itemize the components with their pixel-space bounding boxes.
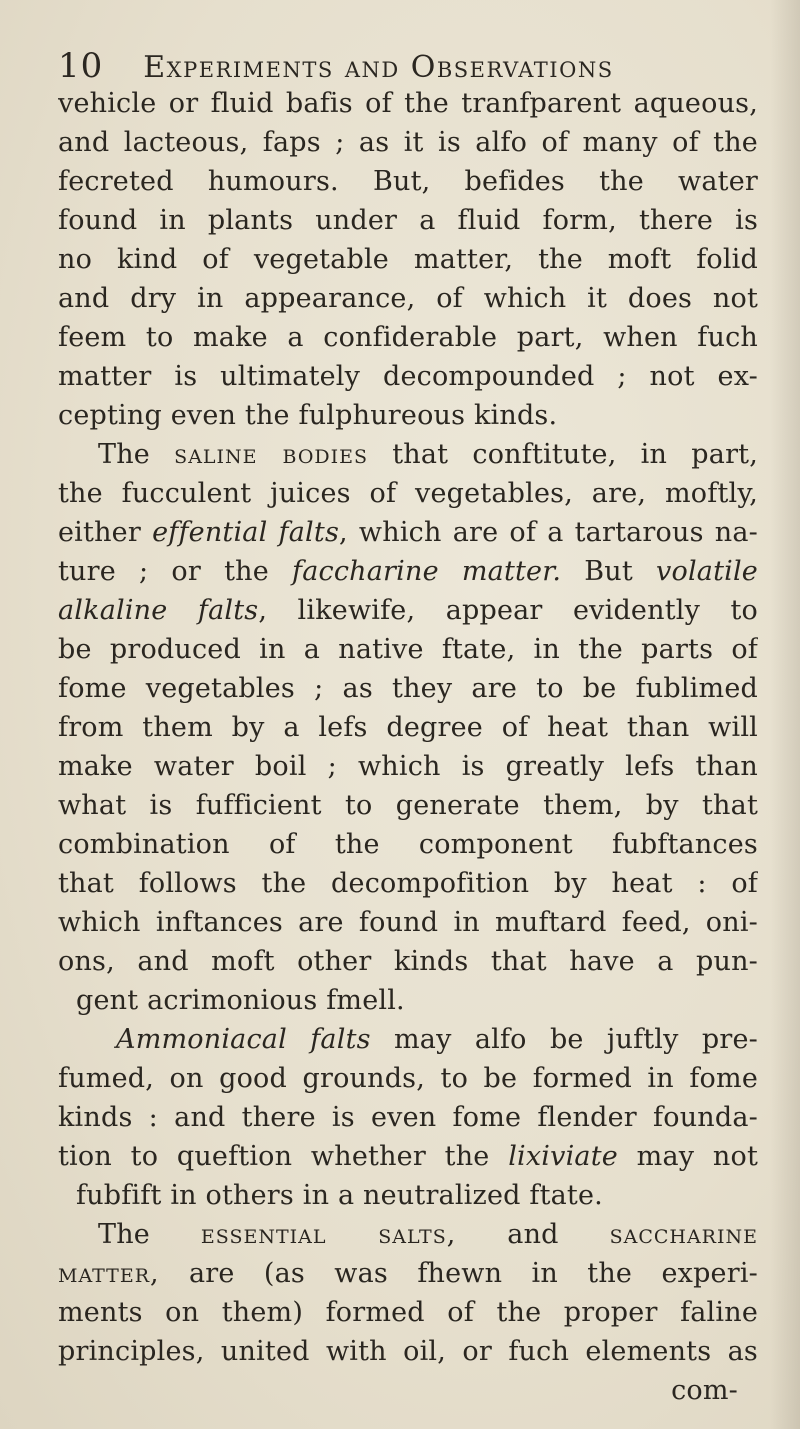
- text-line: [58, 669, 758, 708]
- body-text: [58, 84, 758, 1410]
- text-segment: gent acrimonious fmell.: [76, 985, 405, 1016]
- text-segment: fecreted humours. But, befides the water: [58, 166, 758, 197]
- text-segment: saline bodies: [174, 439, 369, 470]
- text-line: [58, 318, 758, 357]
- text-line: [58, 240, 758, 279]
- text-line: [58, 1059, 758, 1098]
- text-line: [58, 591, 758, 630]
- text-line: [58, 279, 758, 318]
- text-segment: saccharine: [609, 1219, 758, 1250]
- text-line: [58, 1098, 758, 1137]
- text-segment: that follows the decompofition by heat : of: [58, 868, 758, 899]
- text-segment: lixiviate: [508, 1141, 618, 1172]
- text-line: [58, 708, 758, 747]
- text-segment: kinds : and there is even fome flender founda-: [58, 1102, 758, 1133]
- text-segment: effential falts: [152, 517, 339, 548]
- text-line: [58, 1332, 758, 1371]
- text-segment: may not: [617, 1141, 758, 1172]
- text-line: [58, 162, 758, 201]
- text-segment: principles, united with oil, or fuch elements as: [58, 1336, 758, 1367]
- text-segment: the fucculent juices of vegetables, are, moftly,: [58, 478, 758, 509]
- text-line: [58, 357, 758, 396]
- text-segment: no kind of vegetable matter, the moft folid: [58, 244, 758, 275]
- text-segment: The: [98, 1219, 201, 1250]
- text-line: [58, 435, 758, 474]
- text-segment: make water boil ; which is greatly lefs than: [58, 751, 758, 782]
- text-segment: are (as was fhewn in the experi-: [159, 1258, 758, 1289]
- text-segment: com-: [671, 1375, 738, 1406]
- text-line: [58, 786, 758, 825]
- text-line: [58, 942, 758, 981]
- text-segment: tion to queftion whether the: [58, 1141, 509, 1172]
- text-line: [58, 474, 758, 513]
- text-segment: fumed, on good grounds, to be formed in fome: [58, 1063, 758, 1094]
- text-line: [58, 1254, 758, 1293]
- text-segment: essential salts,: [200, 1219, 457, 1250]
- text-line: [58, 630, 758, 669]
- text-segment: that conftitute, in part,: [368, 439, 758, 470]
- catchword: [58, 1371, 758, 1410]
- text-segment: alkaline falts: [58, 595, 259, 626]
- text-line: [58, 201, 758, 240]
- text-segment: what is fufficient to generate them, by that: [58, 790, 758, 821]
- text-line: [58, 123, 758, 162]
- text-segment: and dry in appearance, of which it does not: [58, 283, 758, 314]
- text-segment: may alfo be juftly pre-: [370, 1024, 758, 1055]
- text-line: [58, 552, 758, 591]
- text-line: [58, 747, 758, 786]
- page-header: [58, 46, 758, 86]
- text-line: [58, 1020, 758, 1059]
- text-segment: vehicle or fluid bafis of the tranfparent aqueous,: [58, 88, 758, 119]
- text-segment: , likewife, appear evidently to: [258, 595, 758, 626]
- text-segment: ons, and moft other kinds that have a pun-: [58, 946, 758, 977]
- text-line: [58, 513, 758, 552]
- text-line: [58, 981, 758, 1020]
- text-line: [58, 1176, 758, 1215]
- text-segment: which inftances are found in muftard feed, oni-: [58, 907, 758, 938]
- text-segment: combination of the component fubftances: [58, 829, 758, 860]
- page-number: 10: [58, 46, 104, 86]
- text-segment: matter,: [58, 1258, 160, 1289]
- text-segment: fome vegetables ; as they are to be fublimed: [58, 673, 758, 704]
- text-line: [58, 903, 758, 942]
- text-segment: and lacteous, faps ; as it is alfo of many of the: [58, 127, 758, 158]
- text-line: [58, 84, 758, 123]
- text-segment: feem to make a confiderable part, when fuch: [58, 322, 758, 353]
- running-head: Experiments and Observations: [143, 50, 614, 85]
- text-segment: ture ; or the: [58, 556, 293, 587]
- text-segment: from them by a lefs degree of heat than will: [58, 712, 758, 743]
- text-segment: faccharine matter.: [292, 556, 562, 587]
- text-line: [58, 864, 758, 903]
- text-segment: either: [58, 517, 153, 548]
- text-segment: and: [456, 1219, 610, 1250]
- text-segment: fubfift in others in a neutralized ftate.: [76, 1180, 603, 1211]
- text-line: [58, 1137, 758, 1176]
- text-segment: volatile: [656, 556, 758, 587]
- text-line: [58, 396, 758, 435]
- text-line: [58, 1215, 758, 1254]
- text-segment: But: [561, 556, 657, 587]
- text-segment: matter is ultimately decompounded ; not ex-: [58, 361, 758, 392]
- text-segment: ments on them) formed of the proper faline: [58, 1297, 758, 1328]
- text-segment: Ammoniacal falts: [116, 1024, 371, 1055]
- text-segment: , which are of a tartarous na-: [339, 517, 758, 548]
- text-segment: The: [98, 439, 175, 470]
- text-segment: found in plants under a fluid form, there is: [58, 205, 758, 236]
- text-line: [58, 1293, 758, 1332]
- text-segment: cepting even the fulphureous kinds.: [58, 400, 558, 431]
- page-edge-shadow: [770, 0, 800, 1429]
- text-segment: be produced in a native ftate, in the parts of: [58, 634, 758, 665]
- text-line: [58, 825, 758, 864]
